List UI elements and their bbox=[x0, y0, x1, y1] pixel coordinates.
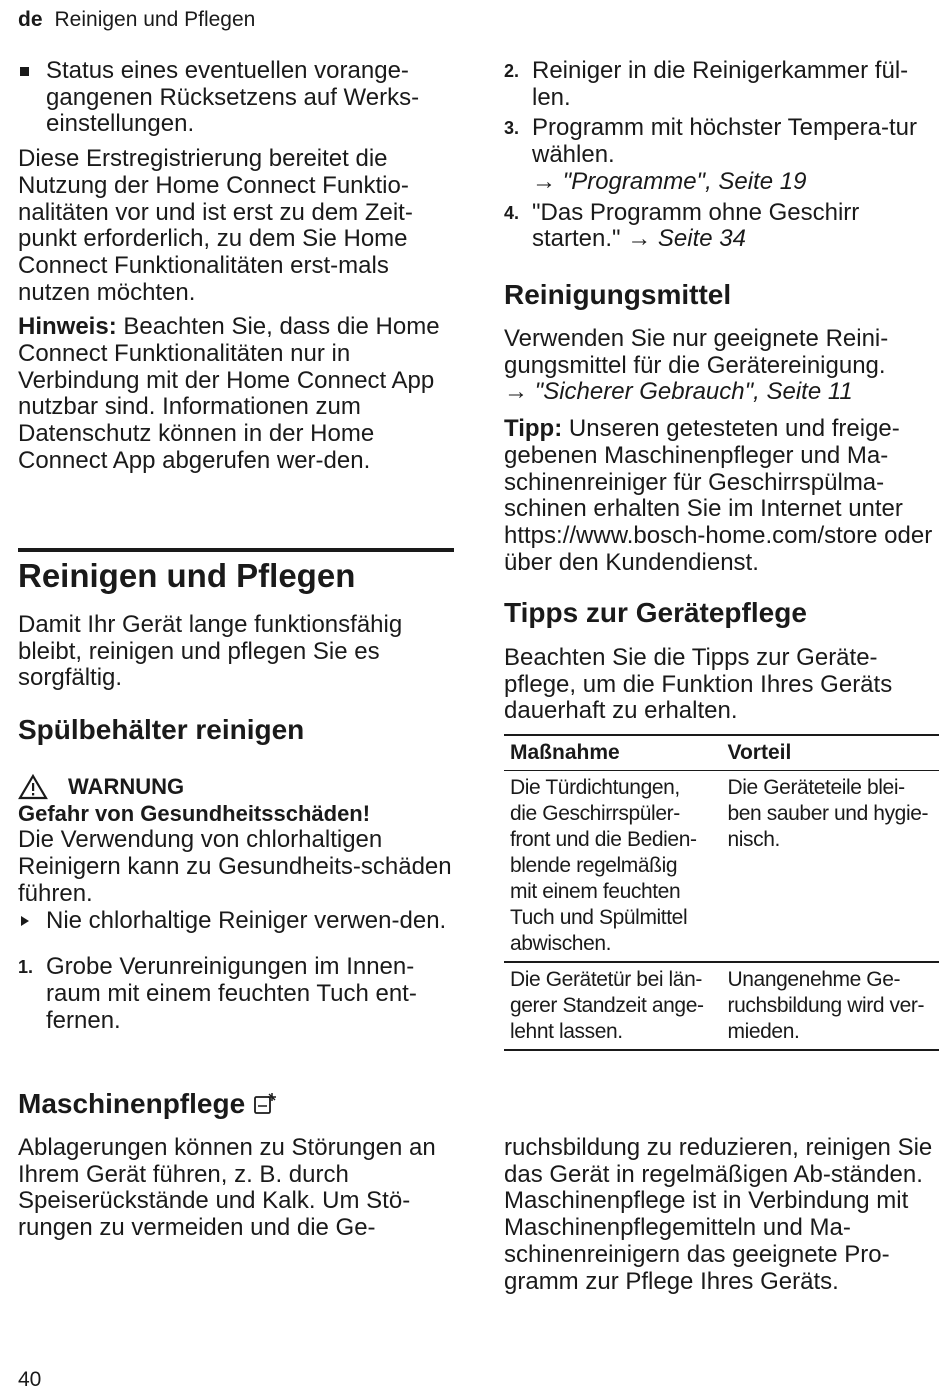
step-2 bbox=[504, 58, 936, 111]
step-1-text: Grobe Verunreinigungen im Innen-raum mit einem feuchten Tuch ent-fernen. bbox=[46, 953, 417, 1034]
step-1 bbox=[18, 954, 454, 1034]
table-header-benefit: Vorteil bbox=[722, 736, 940, 771]
maschinenpflege-title: Maschinenpflege bbox=[18, 1088, 246, 1119]
maschinenpflege-right-block bbox=[504, 1135, 936, 1295]
maschinenpflege-text-right-2: Maschinenpflege ist in Verbindung mit Maschinenpflegemitteln und Ma-schinenreinigern das geeignete Pro-gramm zur Pflege Ihres Geräts. bbox=[504, 1187, 909, 1295]
step-4 bbox=[504, 200, 936, 253]
tip-text: Unseren getesteten und freige-gebenen Maschinenpfleger und Ma-schinenreiniger für Geschirrspülma-schinen erhalten Sie im Internet unter https://www.bosch-home.com/store oder über den Kundendienst. bbox=[504, 415, 933, 576]
reinigungsmittel-text: Verwenden Sie nur geeignete Reini-gungsmittel für die Gerätereinigung. bbox=[504, 325, 889, 379]
section-intro: Damit Ihr Gerät lange funktionsfähig bleibt, reinigen und pflegen Sie es sorgfältig. bbox=[18, 611, 403, 692]
table-cell-measure: Die Gerätetür bei län-gerer Standzeit ange-lehnt lassen. bbox=[504, 962, 722, 1050]
hint-paragraph bbox=[18, 314, 454, 474]
reinigungsmittel-reference-link[interactable]: → "Sicherer Gebrauch", Seite 11 bbox=[504, 378, 853, 406]
table-cell-measure: Die Türdichtungen, die Geschirrspüler-front und die Bedien-blende regelmäßig mit einem feuchten Tuch und Spülmittel abwischen. bbox=[504, 771, 722, 963]
machine-care-icon bbox=[253, 1091, 277, 1117]
step-3-text: Programm mit höchster Tempera-tur wählen. bbox=[532, 114, 918, 169]
language-code: de bbox=[18, 8, 43, 31]
warning-triangle-icon bbox=[18, 774, 48, 800]
hint-text: Beachten Sie, dass die Home Connect Funktionalitäten nur in Verbindung mit der Home Connect App nutzbar sind. Informationen zum Datenschutz können in der Home Connect App abgerufen wer-den. bbox=[18, 313, 440, 474]
maschinenpflege-text-right-1: ruchsbildung zu reduzieren, reinigen Sie das Gerät in regelmäßigen Ab-ständen. bbox=[504, 1134, 933, 1188]
reinigungsmittel-block bbox=[504, 326, 936, 576]
table-header-measure: Maßnahme bbox=[504, 736, 722, 771]
warning-block bbox=[18, 774, 454, 1034]
reinigungsmittel-title: Reinigungsmittel bbox=[504, 279, 732, 310]
warning-text: Die Verwendung von chlorhaltigen Reinigern kann zu Gesundheits-schäden führen. bbox=[18, 826, 452, 907]
page-header bbox=[18, 8, 255, 32]
step-4-reference-link[interactable]: → Seite 34 bbox=[627, 225, 746, 253]
tipps-intro: Beachten Sie die Tipps zur Geräte-pflege, um die Funktion Ihres Geräts dauerhaft zu erhalten. bbox=[504, 644, 893, 725]
step-2-number: 2. bbox=[504, 61, 520, 81]
right-top-block bbox=[504, 58, 936, 253]
tip-paragraph bbox=[504, 416, 936, 576]
warning-label: WARNUNG bbox=[68, 774, 185, 799]
page-number: 40 bbox=[18, 1368, 42, 1391]
table-row bbox=[504, 962, 939, 1050]
care-tips-table bbox=[504, 734, 939, 1051]
maschinenpflege-heading bbox=[18, 1087, 277, 1121]
step-3-reference-link[interactable]: → "Programme", Seite 19 bbox=[532, 167, 807, 195]
tip-label: Tipp: bbox=[504, 415, 563, 443]
spuel-title: Spülbehälter reinigen bbox=[18, 714, 305, 745]
step-1-number: 1. bbox=[18, 957, 34, 978]
header-title: Reinigen und Pflegen bbox=[54, 8, 256, 31]
table-cell-benefit: Die Geräteteile blei-ben sauber und hygie-nisch. bbox=[722, 771, 940, 963]
step-2-text: Reiniger in die Reinigerkammer fül-len. bbox=[532, 57, 909, 111]
step-3 bbox=[504, 115, 936, 195]
hint-label: Hinweis: bbox=[18, 313, 117, 341]
table-cell-benefit: Unangenehme Ge-ruchsbildung wird ver-mieden. bbox=[722, 962, 940, 1050]
section-title: Reinigen und Pflegen bbox=[18, 557, 356, 594]
step-4-number: 4. bbox=[504, 202, 520, 223]
maschinenpflege-text-left: Ablagerungen können zu Störungen an Ihrem Gerät führen, z. B. durch Speiserückstände und Kalk. Um Stö-rungen zu vermeiden und die Ge- bbox=[18, 1134, 436, 1242]
table-row bbox=[504, 771, 939, 963]
table-header-row bbox=[504, 736, 939, 771]
step-3-number: 3. bbox=[504, 118, 520, 139]
warning-heading bbox=[18, 774, 454, 801]
warning-action: Nie chlorhaltige Reiniger verwen-den. bbox=[18, 908, 454, 935]
warning-title: Gefahr von Gesundheitsschäden! bbox=[18, 800, 371, 826]
step-4-text: "Das Programm ohne Geschirr starten." bbox=[532, 198, 860, 253]
tipps-title: Tipps zur Gerätepflege bbox=[504, 597, 807, 628]
left-top-block bbox=[18, 58, 454, 475]
intro-paragraph: Diese Erstregistrierung bereitet die Nutzung der Home Connect Funktio-nalitäten vor und ist erst zu dem Zeit-punkt erforderlich, zu dem Sie Home Connect Funktionalitäten erst-mals nutzen möchten. bbox=[18, 145, 413, 306]
bullet-item: Status eines eventuellen vorange-gangenen Rücksetzens auf Werks-einstellungen. bbox=[18, 58, 454, 138]
section-rule bbox=[18, 548, 454, 552]
